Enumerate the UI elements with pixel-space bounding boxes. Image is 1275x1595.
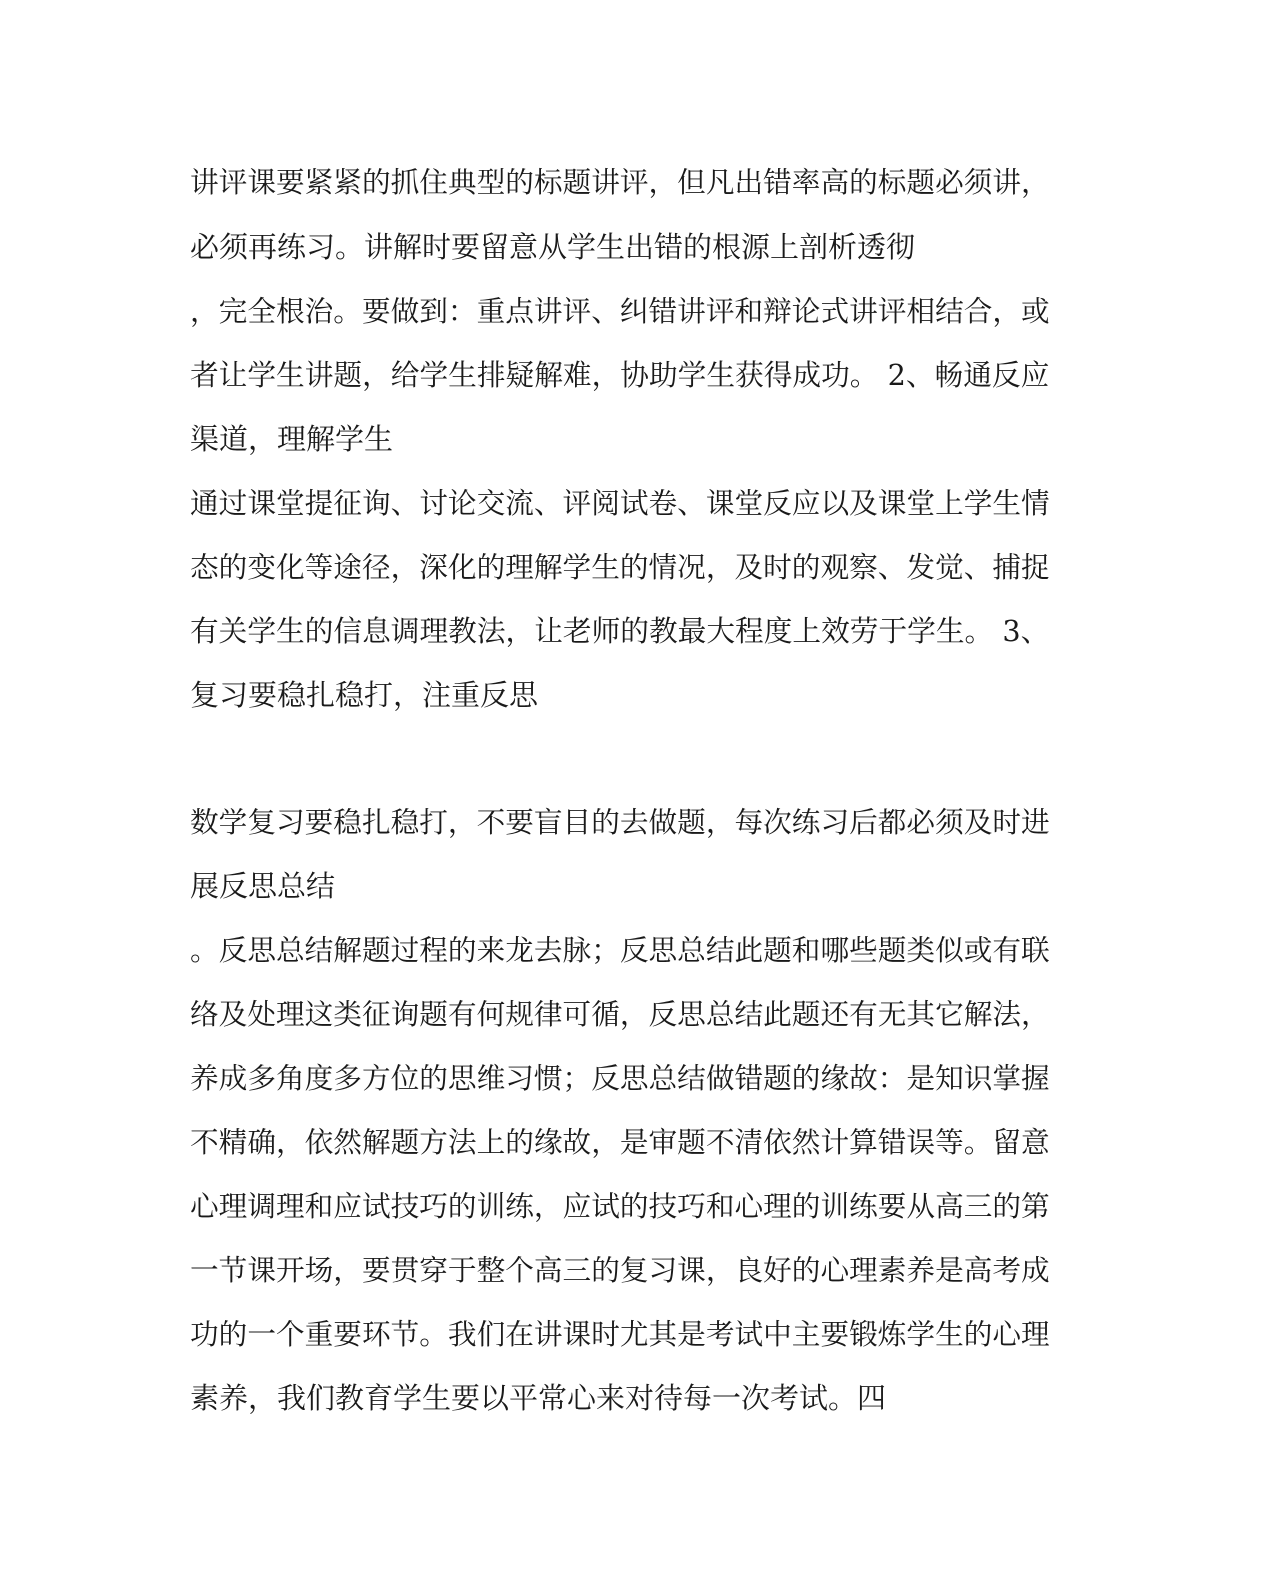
text-line: 者让学生讲题，给学生排疑解难，协助学生获得成功。 2、畅通反应 <box>190 358 1050 392</box>
text-line: 功的一个重要环节。我们在讲课时尤其是考试中主要锻炼学生的心理 <box>190 1317 1050 1351</box>
text-line: 心理调理和应试技巧的训练，应试的技巧和心理的训练要从高三的第 <box>190 1189 1050 1223</box>
text-line: 养成多角度多方位的思维习惯；反思总结做错题的缘故：是知识掌握 <box>190 1061 1050 1095</box>
text-line: 渠道，理解学生 <box>190 422 394 456</box>
text-line: 一节课开场，要贯穿于整个高三的复习课，良好的心理素养是高考成 <box>190 1253 1050 1287</box>
text-line: 通过课堂提征询、讨论交流、评阅试卷、课堂反应以及课堂上学生情 <box>190 486 1050 520</box>
text-line: 态的变化等途径，深化的理解学生的情况，及时的观察、发觉、捕捉 <box>190 550 1050 584</box>
text-line: 复习要稳扎稳打，注重反思 <box>190 678 539 712</box>
text-line: 络及处理这类征询题有何规律可循，反思总结此题还有无其它解法， <box>190 997 1050 1031</box>
text-line: 素养，我们教育学生要以平常心来对待每一次考试。四 <box>190 1381 887 1415</box>
text-line: ，完全根治。要做到：重点讲评、纠错讲评和辩论式讲评相结合，或 <box>190 294 1050 328</box>
text-line: 数学复习要稳扎稳打，不要盲目的去做题，每次练习后都必须及时进 <box>190 805 1050 839</box>
text-line: 不精确，依然解题方法上的缘故，是审题不清依然计算错误等。留意 <box>190 1125 1050 1159</box>
text-line: 必须再练习。讲解时要留意从学生出错的根源上剖析透彻 <box>190 230 916 264</box>
text-line: 讲评课要紧紧的抓住典型的标题讲评，但凡出错率高的标题必须讲， <box>190 165 1050 199</box>
text-line: 展反思总结 <box>190 869 336 903</box>
text-line: 。反思总结解题过程的来龙去脉；反思总结此题和哪些题类似或有联 <box>190 933 1050 967</box>
text-line: 有关学生的信息调理教法，让老师的教最大程度上效劳于学生。 3、 <box>190 614 1050 648</box>
